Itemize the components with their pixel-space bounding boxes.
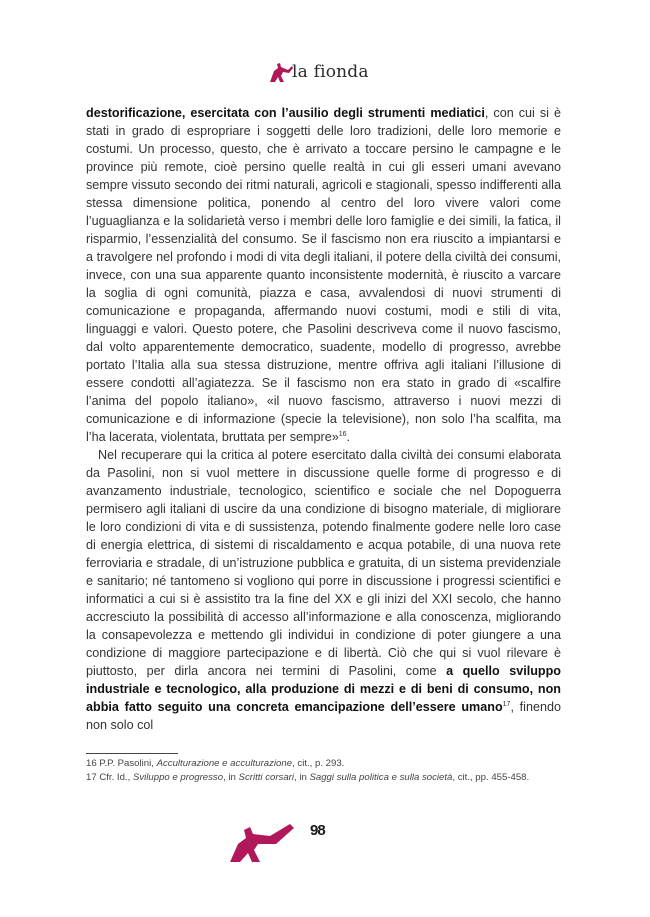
footnote-1 bbox=[86, 757, 561, 771]
text-run: , cit., pp. 455-458. bbox=[452, 772, 530, 783]
italic-title: Saggi sulla politica e sulla società bbox=[309, 772, 453, 783]
text-run: . bbox=[346, 430, 351, 444]
text-run: , con cui si è stati in grado di espropriare i soggetti delle loro tradizioni, delle loro memorie e costumi. Un processo, questo, che è arrivato a toccare persino le campagne e le province più remote, cioè persino quelle realtà in cui gli esseri umani avevano sempre vissuto secondo dei ritmi naturali, agricoli e stagionali, spesso indifferenti alla stessa dimensione politica, ponendo al centro del loro vivere valori come l’uguaglianza e la solidarietà verso i membri delle loro famiglie e dei simili, la fatica, il risparmio, l’essenzialità del consumo. Se il fascismo non era riuscito a impiantarsi e a travolgere nel profondo i modi di vita degli italiani, il potere della civiltà dei consumi, invece, con una sua apparente quanto inconsistente modernità, è riuscito a varcare la soglia di ogni comunità, piazza e casa, avvalendosi di nuovi strumenti di comunicazione e propaganda, affermando nuovi costumi, modi e stili di vita, linguaggi e valori. Questo potere, che Pasolini descriveva come il nuovo fascismo, dal volto apparentemente democratico, suadente, modello di progresso, avrebbe portato l’Italia alla sua stessa distruzione, mentre offriva agli italiani l’illusione di essere condotti all’agiatezza. Se il fascismo non era stato in grado di «scalfire l’anima del popolo italiano», «il nuovo fascismo, attraverso i nuovi mezzi di comunicazione e di informazione (specie la televisione), non solo l’ha scalfita, ma l’ha lacerata, violentata, bruttata per sempre» bbox=[86, 106, 561, 444]
italic-title: Sviluppo e progresso bbox=[132, 772, 224, 783]
page-header bbox=[0, 58, 650, 88]
footnote-separator bbox=[86, 753, 178, 754]
highlighted-text: destorificazione, esercitata con l’ausilio degli strumenti mediatici bbox=[86, 106, 485, 120]
text-run: 16 P.P. Pasolini, bbox=[86, 758, 157, 769]
text-run: , cit., p. 293. bbox=[292, 758, 345, 769]
paragraph-2 bbox=[86, 446, 561, 734]
footnote-ref: 16 bbox=[338, 430, 347, 438]
logo-text: la fionda bbox=[292, 62, 369, 82]
italic-title: Scritti corsari bbox=[238, 772, 294, 783]
slingshot-figure-icon bbox=[226, 820, 306, 864]
text-run: Nel recuperare qui la critica al potere esercitato dalla civiltà dei consumi elaborata da Pasolini, non si vuol mettere in discussione quelle forme di progresso e di avanzamento industriale, tecnologico, scientifico e sociale che nel Dopoguerra permisero agli italiani di uscire da una condizione di bisogno materiale, di migliorare le loro condizioni di vita e di sussistenza, potendo finalmente godere nelle loro case di energia elettrica, di sistemi di riscaldamento e acqua potabile, di una nuova rete ferroviaria e stradale, di un’istruzione pubblica e gratuita, di un sistema previdenziale e sanitario; né tantomeno si vogliono qui porre in discussione i progressi scientifici e informatici a cui si è assistito tra la fine del XX e gli inizi del XXI secolo, che hanno accresciuto la possibilità di accesso all’informazione e alla conoscenza, migliorando la consapevolezza e mettendo gli individui in condizione di poter giungere a una condizione di maggiore partecipazione e di libertà. Ciò che qui si vuol rilevare è piuttosto, per dirla ancora nei termini di Pasolini, come bbox=[86, 448, 561, 678]
paragraph-1 bbox=[86, 104, 561, 446]
footnote-ref: 17 bbox=[502, 700, 511, 708]
text-run: , finendo non solo col bbox=[86, 700, 561, 732]
main-text bbox=[86, 104, 561, 734]
footnotes bbox=[86, 757, 561, 785]
slingshot-figure-icon bbox=[268, 60, 294, 84]
highlighted-text: a quello sviluppo industriale e tecnologico, alla produzione di mezzi e di beni di consumo, non abbia fatto seguito una concreta emancipazione dell’essere umano bbox=[86, 664, 561, 714]
italic-title: Acculturazione e acculturazione bbox=[156, 758, 293, 769]
text-run: , in bbox=[223, 772, 239, 783]
footnote-2 bbox=[86, 771, 561, 785]
text-run: , in bbox=[293, 772, 310, 783]
page-number: 98 bbox=[310, 822, 325, 839]
text-run: 17 Cfr. Id., bbox=[86, 772, 133, 783]
